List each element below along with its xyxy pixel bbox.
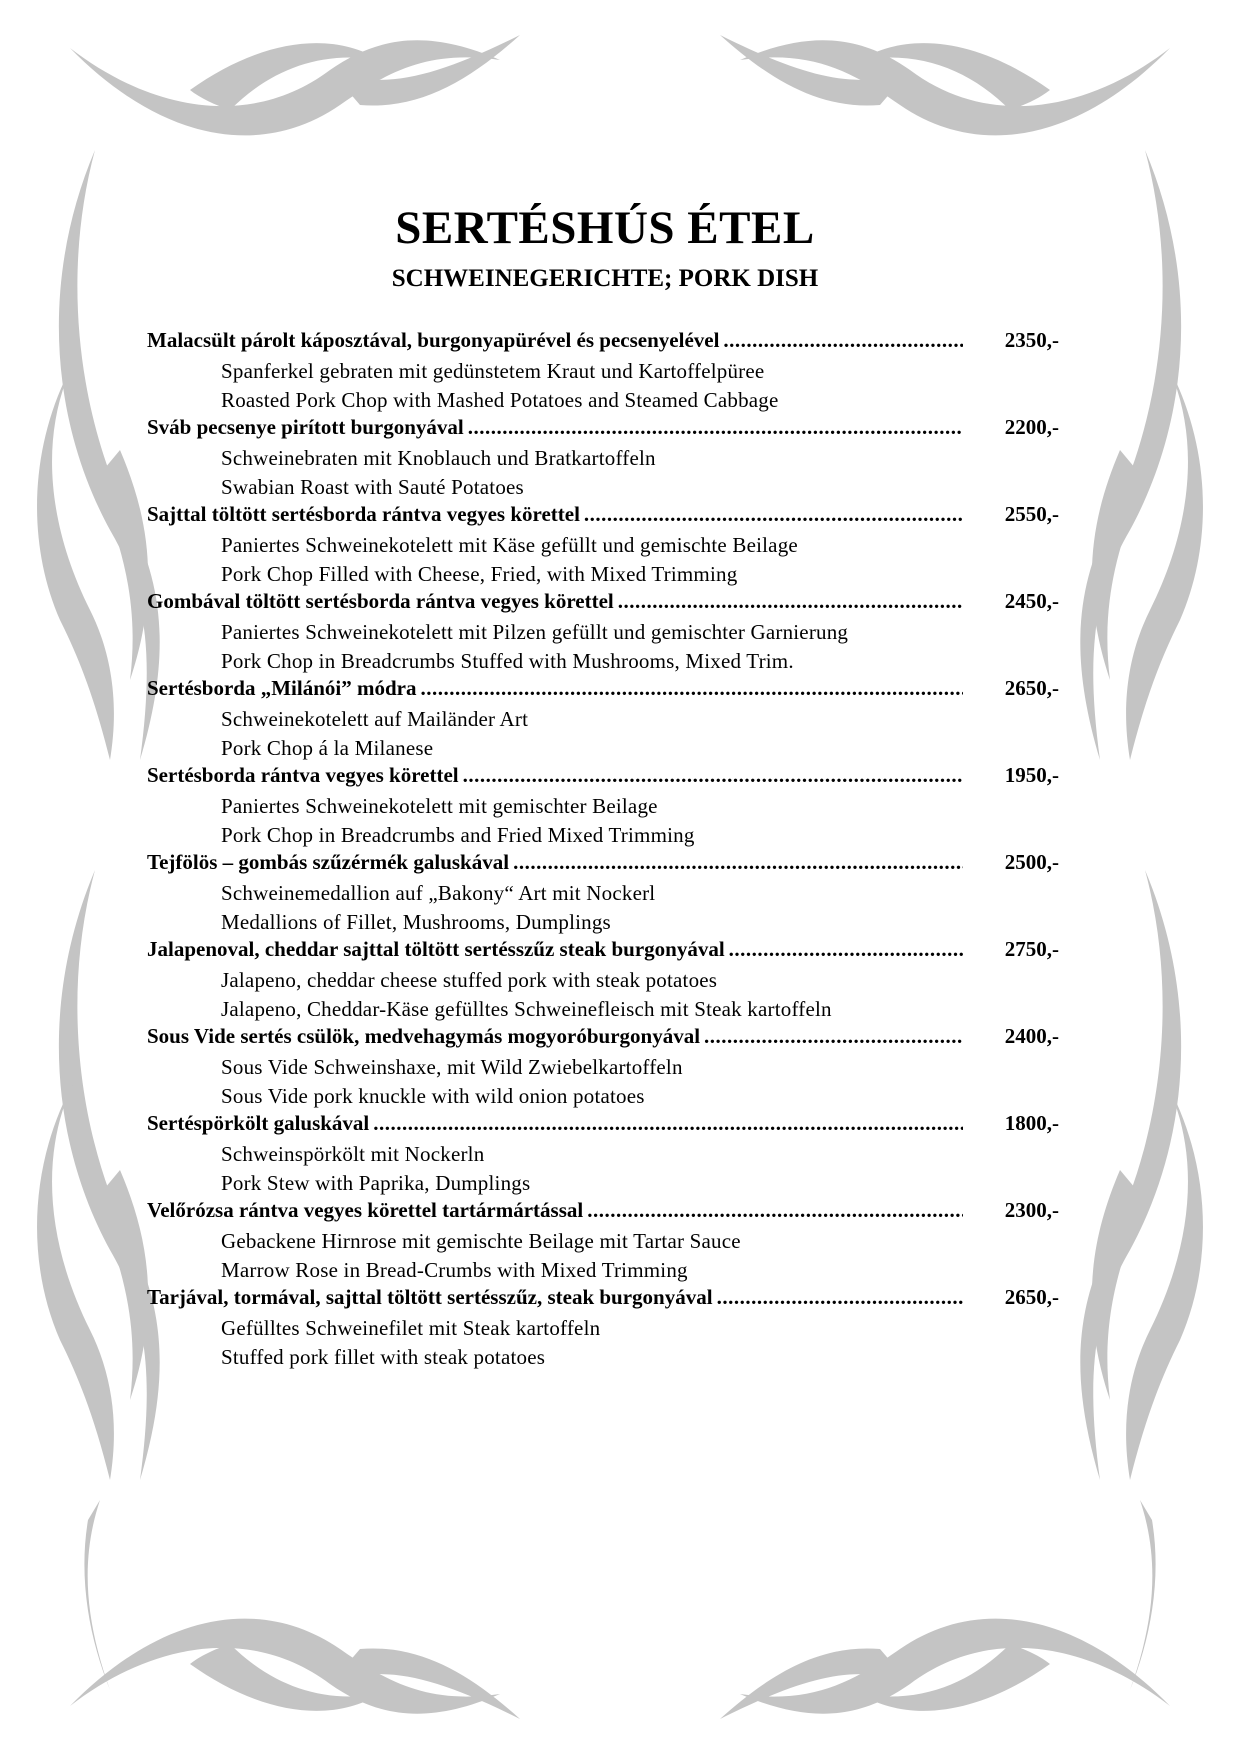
dish-name: Tarjával, tormával, sajttal töltött sertésszűz, steak burgonyával [147, 1285, 713, 1309]
dot-leader [468, 415, 963, 440]
dish-translation-de: Schweinemedallion auf „Bakony“ Art mit Nockerl [221, 881, 656, 905]
dish-translation-de: Jalapeno, Cheddar-Käse gefülltes Schweinefleisch mit Steak kartoffeln [221, 997, 832, 1021]
dish-price: 1950,- [1004, 763, 1059, 787]
menu-item [147, 1024, 1059, 1111]
dish-name: Jalapenoval, cheddar sajttal töltött sertésszűz steak burgonyával [147, 937, 725, 961]
dot-leader [618, 589, 963, 614]
dish-translation-de: Sous Vide Schweinshaxe, mit Wild Zwiebelkartoffeln [221, 1055, 683, 1079]
dish-translation-en: Swabian Roast with Sauté Potatoes [221, 475, 524, 499]
dish-translation-en: Roasted Pork Chop with Mashed Potatoes and Steamed Cabbage [221, 388, 779, 412]
dish-name: Sertésborda „Milánói” módra [147, 676, 417, 700]
dot-leader [704, 1024, 963, 1049]
page-subtitle: SCHWEINEGERICHTE; PORK DISH [391, 265, 819, 292]
dish-price: 2650,- [1004, 676, 1059, 700]
dot-leader [729, 937, 963, 962]
dish-name: Tejfölös – gombás szűzérmék galuskával [147, 850, 510, 874]
dish-translation-de: Paniertes Schweinekotelett mit gemischter Beilage [221, 794, 658, 818]
dish-name: Gombával töltött sertésborda rántva vegyes körettel [147, 589, 614, 613]
menu-item [147, 1111, 1059, 1198]
dish-name: Sváb pecsenye pirított burgonyával [147, 415, 464, 439]
dish-translation-en: Pork Chop Filled with Cheese, Fried, with Mixed Trimming [221, 562, 738, 586]
dot-leader [420, 676, 963, 701]
dish-translation-de: Gefülltes Schweinefilet mit Steak kartoffeln [221, 1316, 601, 1340]
dish-price: 2200,- [1004, 415, 1059, 439]
dish-price: 2350,- [1004, 328, 1059, 352]
dot-leader [463, 763, 963, 788]
dish-translation-de: Gebackene Hirnrose mit gemischte Beilage mit Tartar Sauce [221, 1229, 741, 1253]
dish-name: Malacsült párolt káposztával, burgonyapürével és pecsenyelével [147, 328, 720, 352]
dish-translation-en: Marrow Rose in Bread-Crumbs with Mixed Trimming [221, 1258, 688, 1282]
menu-item [147, 1285, 1059, 1372]
dish-price: 2750,- [1004, 937, 1059, 961]
dish-translation-en: Pork Chop in Breadcrumbs and Fried Mixed Trimming [221, 823, 695, 847]
menu-item [147, 850, 1059, 937]
menu-item [147, 502, 1059, 589]
dish-name: Velőrózsa rántva vegyes körettel tartármártással [147, 1198, 584, 1222]
menu-list [147, 328, 1059, 1372]
dish-translation-de: Paniertes Schweinekotelett mit Pilzen gefüllt und gemischter Garnierung [221, 620, 849, 644]
menu-item [147, 1198, 1059, 1285]
dot-leader [717, 1285, 963, 1310]
dish-price: 2500,- [1004, 850, 1059, 874]
dish-price: 2550,- [1004, 502, 1059, 526]
dish-translation-de: Schweinekotelett auf Mailänder Art [221, 707, 529, 731]
dish-name: Sous Vide sertés csülök, medvehagymás mogyoróburgonyával [147, 1024, 701, 1048]
dish-translation-en: Medallions of Fillet, Mushrooms, Dumplings [221, 910, 611, 934]
menu-item [147, 937, 1059, 1024]
page-title: SERTÉSHÚS ÉTEL [395, 202, 815, 254]
dish-translation-en: Pork Chop in Breadcrumbs Stuffed with Mushrooms, Mixed Trim. [221, 649, 794, 673]
dish-name: Sertésborda rántva vegyes körettel [147, 763, 459, 787]
dish-price: 2650,- [1004, 1285, 1059, 1309]
dish-price: 2450,- [1004, 589, 1059, 613]
dish-price: 1800,- [1004, 1111, 1059, 1135]
dot-leader [584, 502, 963, 527]
dot-leader [513, 850, 963, 875]
dish-name: Sertéspörkölt galuskával [147, 1111, 370, 1135]
dish-translation-en: Stuffed pork fillet with steak potatoes [221, 1345, 546, 1369]
dish-translation-de: Paniertes Schweinekotelett mit Käse gefüllt und gemischte Beilage [221, 533, 798, 557]
dot-leader [587, 1198, 963, 1223]
dish-translation-de: Schweinspörkölt mit Nockerln [221, 1142, 485, 1166]
dot-leader [373, 1111, 963, 1136]
dot-leader [723, 328, 963, 353]
dish-price: 2300,- [1004, 1198, 1059, 1222]
dish-translation-de: Spanferkel gebraten mit gedünstetem Kraut und Kartoffelpüree [221, 359, 765, 383]
menu-item [147, 415, 1059, 502]
dish-translation-en: Sous Vide pork knuckle with wild onion potatoes [221, 1084, 645, 1108]
menu-item [147, 589, 1059, 676]
dish-translation-en: Pork Stew with Paprika, Dumplings [221, 1171, 531, 1195]
menu-item [147, 763, 1059, 850]
menu-item [147, 676, 1059, 763]
dish-name: Sajttal töltött sertésborda rántva vegyes körettel [147, 502, 580, 526]
dish-translation-en: Jalapeno, cheddar cheese stuffed pork with steak potatoes [221, 968, 718, 992]
menu-item [147, 328, 1059, 415]
dish-translation-en: Pork Chop á la Milanese [221, 736, 434, 760]
dish-price: 2400,- [1004, 1024, 1059, 1048]
dish-translation-de: Schweinebraten mit Knoblauch und Bratkartoffeln [221, 446, 656, 470]
